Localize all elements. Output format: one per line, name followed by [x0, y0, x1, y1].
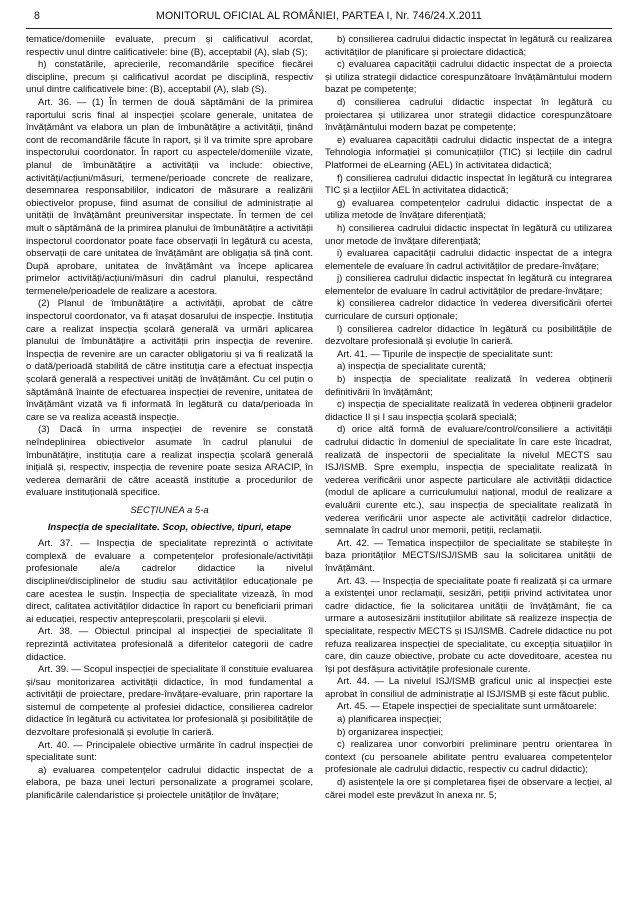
paragraph: Art. 39. — Scopul inspecției de specialitate îl constituie evaluarea și/sau monitorizarea activității didactice, în mod fundamental a activității de proiectare, predare-învățare-evaluare, prin raportare la sistemul de competențe al profesiei didactice, consilierea cadrelor didactice în legătură cu activitatea lor profesională și posibilitățile de dezvoltare profesională și evoluție în carieră. [26, 664, 313, 739]
paragraph: d) orice altă formă de evaluare/control/consiliere a activității cadrului didactic în domeniul de specialitate în care este încadrat, realizată de inspectorii de specialitate la nivelul MECTS sau ISJ/ISMB. Spre exemplu, inspecția de specialitate realizată în vederea verificării unor aspecte particulare ale activității didactice (modul de aplicare a curriculumului național, modul de realizare a evaluării curente etc.), sau inspecția de specialitate realizată în vederea verificării unor aspecte ale activității cadrelor didactice, semnalate în cadrul unor memorii, petiții, reclamații. [325, 424, 612, 537]
page-header [26, 10, 612, 26]
publication-title: MONITORUL OFICIAL AL ROMÂNIEI, PARTEA I, Nr. 746/24.X.2011 [156, 10, 482, 22]
paragraph: j) consilierea cadrului didactic inspectat în legătură cu integrarea elementelor de evaluare în cadrul activităților de predare-învățare; [325, 273, 612, 297]
paragraph: Art. 45. — Etapele inspecției de specialitate sunt următoarele: [337, 701, 597, 713]
paragraph: g) evaluarea competențelor cadrului didactic inspectat de a utiliza metode de învățare diferențiată; [325, 197, 612, 222]
paragraph: i) evaluarea capacității cadrului didactic inspectat de a integra elementele de evaluare în cadrul activităților de predare-învățare; [325, 248, 612, 272]
paragraph: b) inspecția de specialitate realizată în vederea obținerii definitivării în învățământ; [325, 374, 612, 398]
paragraph: Art. 40. — Principalele obiective urmărite în cadrul inspecției de specialitate sunt: [26, 739, 313, 764]
paragraph: l) consilierea cadrelor didactice în legătură cu posibilitățile de dezvoltare profesională și evoluție în carieră. [325, 323, 612, 348]
paragraph: d) asistențele la ore și completarea fișei de observare a lecției, al cărei model este prevăzut în anexa nr. 5; [325, 777, 612, 801]
paragraph: h) consilierea cadrului didactic inspectat în legătură cu utilizarea unor metode de învățare diferențiată; [325, 222, 612, 247]
paragraph: b) consilierea cadrului didactic inspectat în legătură cu realizarea activităților de planificare și proiectare didactică; [325, 34, 612, 58]
paragraph: (2) Planul de îmbunătățire a activității, aprobat de către inspectorul coordonator, va fi atașat dosarului de inspecție. Instituția care a realizat inspecția școlară generală va urmări aplicarea planului de îmbunătățire a activității prin inspecția de revenire. Inspecția de revenire are un caracter obligatoriu și va fi realizată la o dată/perioadă stabilită de către instituția care a efectuat inspecția școlară generală a respectivei unități de învățământ. Cu cel puțin o săptămână înainte de efectuarea inspecției de revenire, unitatea de învățământ vizată va fi informată în legătură cu data/perioada în care se va realiza această inspecție. [26, 298, 313, 423]
paragraph: b) organizarea inspecției; [337, 726, 444, 738]
paragraph: a) inspecția de specialitate curentă; [337, 361, 486, 373]
paragraph: d) consilierea cadrului didactic inspectat în legătură cu proiectarea și utilizarea unor strategii didactice corespunzătoare învățământului modern bazat pe competențe; [325, 96, 612, 134]
page-number: 8 [34, 10, 40, 22]
paragraph: tematice/domeniile evaluate, precum și calificativul acordat, respectiv unul dintre calificativele: bine (B), acceptabil (A), slab (S); [26, 34, 313, 58]
paragraph: Art. 42. — Tematica inspecțiilor de specialitate se stabilește în baza priorităților MECTS/ISJ/ISMB sau la solicitarea unității de învățământ. [325, 537, 612, 574]
paragraph: a) planificarea inspecției; [337, 714, 442, 726]
paragraph: (3) Dacă în urma inspecției de revenire se constată neîndeplinirea obiectivelor asumate în cadrul planului de îmbunătățire, instituția care a realizat inspecția școlară generală inițială și, respectiv, inspecția de revenire poate sesiza ARACIP, în vederea demarării de către această instituție a procedurilor de evaluare instituțională specifice. [26, 424, 313, 499]
paragraph: Art. 38. — Obiectul principal al inspecției de specialitate îl reprezintă activitatea profesională a diferitelor categorii de cadre didactice. [26, 626, 313, 663]
paragraph: a) evaluarea competențelor cadrului didactic inspectat de a elabora, pe baza unei lecturi personalizate a programei școlare, planificările calendaristice și proiectele unităților de învățare; [26, 764, 313, 802]
paragraph: c) inspecția de specialitate realizată în vederea obținerii gradelor didactice II și I sau inspecția școlară specială; [325, 399, 612, 423]
section-heading: SECȚIUNEA a 5-a [130, 504, 209, 516]
paragraph: Art. 36. — (1) În termen de două săptămâni de la primirea raportului scris final al inspecției școlare generale, unitatea de învățământ va elabora un plan de îmbunătățire a activității, ținând cont de recomandările făcute în raport, și îl va trimite spre aprobare inspectorului coordonator. În raport cu aspectele/domeniile vizate, planul de îmbunătățire a activității va include: obiective, activități/acțiuni/măsuri, termene/perioade concrete de realizare, desemnarea responsabililor, indicatori de măsurare a realizării obiectivelor propuse, fiind asumat de consiliul de administrație al unității de învățământ preuniversitar inspectate. În termen de cel mult o săptămână de la primirea planului de îmbunătățire a activității inspectorul coordonator poate face observații în legătură cu acesta, observații de care unitatea de învățământ are obligația să țină cont. După aprobare, unitatea de învățământ va începe aplicarea primelor activități/acțiuni/măsuri din cadrul planului, respectând termenele/perioadele de realizare a acestora. [26, 96, 313, 297]
section-title: Inspecția de specialitate. Scop, obiective, tipuri, etape [47, 521, 292, 533]
paragraph: e) evaluarea capacității cadrului didactic inspectat de a integra Tehnologia informației și comunicațiilor (TIC) și lecțiile din cadrul Platformei de eLearning (AEL) în activitatea didactică; [325, 134, 612, 171]
paragraph: Art. 43. — Inspecția de specialitate poate fi realizată și ca urmare a existenței unor reclamații, sesizări, petiții privind activitatea unor cadre didactice, fie la solicitarea unității de învățământ, fie ca urmare a autosesizării instituțiilor abilitate să realizeze inspecția de specialitate, respectiv MECTS și ISJ/ISMB. Cadrele didactice nu pot refuza realizarea inspecției de specialitate, cu excepția situațiilor în care, din cauze obiective, probate cu acte doveditoare, acestea nu își pot desfășura activitățile profesionale curente. [325, 575, 612, 675]
left-column [26, 34, 313, 894]
paragraph: f) consilierea cadrului didactic inspectat în legătură cu integrarea TIC și a lecțiilor AEL în activitatea didactică; [325, 172, 612, 197]
paragraph: Art. 44. — La nivelul ISJ/ISMB graficul unic al inspecției este aprobat în consiliul de administrație al ISJ/ISMB și este făcut public. [325, 676, 612, 700]
header-rule [26, 28, 612, 29]
paragraph: c) evaluarea capacității cadrului didactic inspectat de a proiecta și utiliza strategii didactice corespunzătoare învățământului modern bazat pe competențe; [325, 59, 612, 96]
paragraph: Art. 37. — Inspecția de specialitate reprezintă o activitate complexă de evaluare a competențelor profesionale/activității profesionale ale/a cadrelor didactice la nivelul disciplinei/disciplinelor de studiu sau activităților educaționale pe care acestea le susțin. Inspecția de specialitate vizează, în mod direct, calitatea activităților didactice în raport cu beneficiarii primari ai educației, respectiv antepreșcolarii, preșcolarii și elevii. [26, 538, 313, 625]
paragraph: k) consilierea cadrelor didactice în vederea diversificării ofertei curriculare de cursuri opționale; [325, 298, 612, 323]
paragraph: Art. 41. — Tipurile de inspecție de specialitate sunt: [337, 348, 553, 360]
paragraph: c) realizarea unor convorbiri preliminare pentru orientarea în context (cu persoanele abilitate pentru evaluarea competențelor profesionale ale cadrului didactic, respectiv cu cadrul didactic); [325, 739, 612, 776]
right-column [325, 34, 612, 894]
paragraph: h) constatările, aprecierile, recomandările specifice fiecărei discipline, precum și calificativul acordat pe disciplină, respectiv unul dintre calificativele bine: (B), acceptabil (A), slab (S). [26, 59, 313, 96]
text-columns [26, 34, 612, 894]
